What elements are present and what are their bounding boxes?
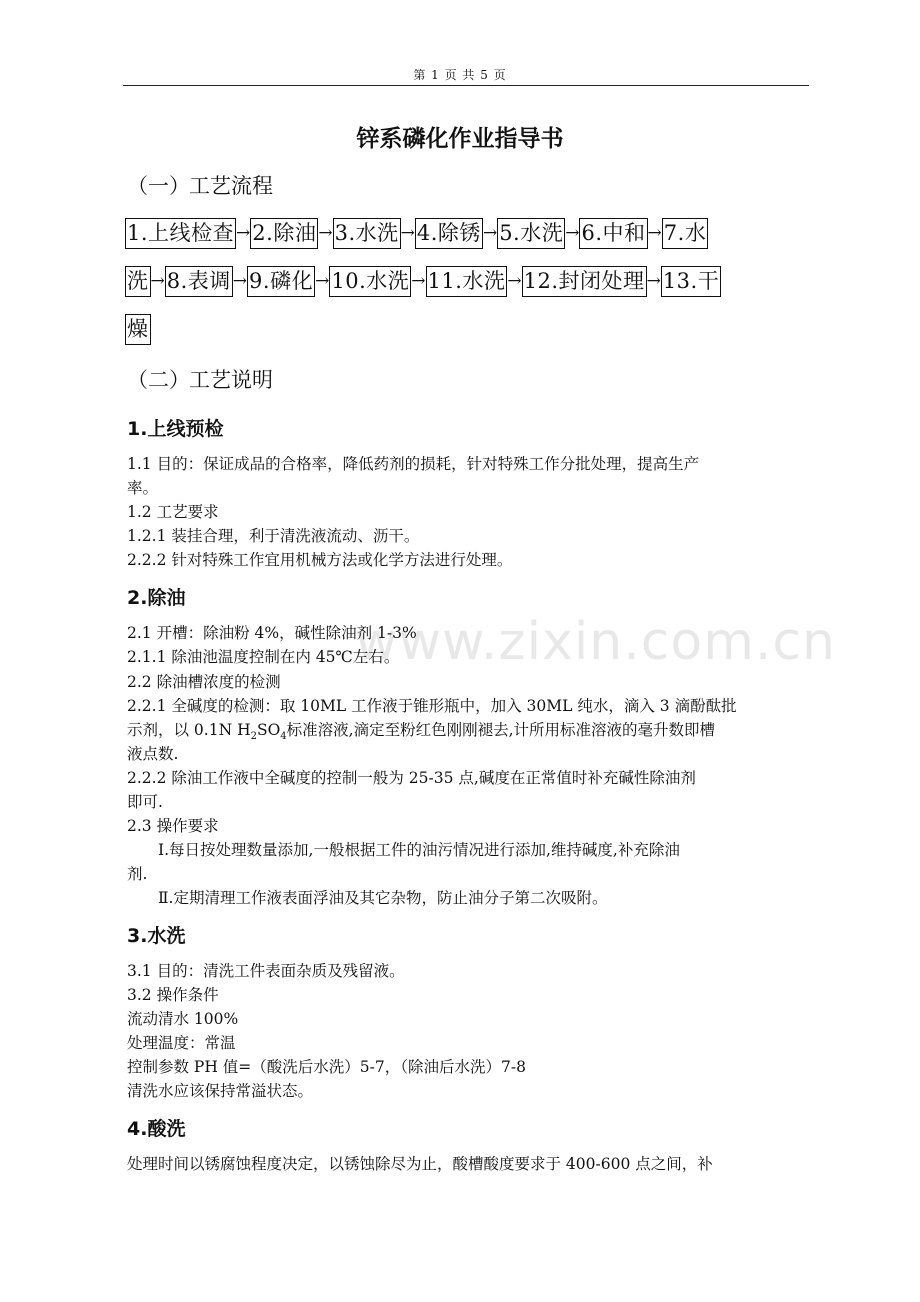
paragraph-line: 1.1 目的：保证成品的合格率，降低药剂的损耗，针对特殊工作分批处理，提高生产 xyxy=(127,455,700,473)
paragraph-line: 液点数. xyxy=(127,745,179,763)
flow-step: 12.封闭处理 xyxy=(522,266,647,297)
text-run: SO xyxy=(256,721,281,739)
flow-step: 1.上线检查 xyxy=(125,218,236,249)
paragraph-line: 即可. xyxy=(127,793,163,811)
subscript: 2 xyxy=(250,731,257,743)
watermark: www.zixin.com.cn xyxy=(355,612,836,672)
paragraph-line: 剂. xyxy=(127,865,148,883)
flow-line xyxy=(125,257,815,305)
section-number: （二） xyxy=(127,368,190,392)
arrow-icon: → xyxy=(411,271,426,291)
arrow-icon: → xyxy=(232,271,248,291)
section-label: 工艺说明 xyxy=(189,368,273,392)
paragraph-line: 3.2 操作条件 xyxy=(127,986,219,1004)
paragraph-line: 2.2.1 全碱度的检测：取 10ML 工作液于锥形瓶中，加入 30ML 纯水，滴入 3 滴酚酞批 xyxy=(127,697,737,715)
paragraph-line: 处理温度：常温 xyxy=(127,1034,236,1052)
subscript: 4 xyxy=(280,731,287,743)
flow-step: 洗 xyxy=(125,266,151,297)
flow-step: 8.表调 xyxy=(165,266,233,297)
flow-step: 10.水洗 xyxy=(329,266,411,297)
paragraph-line: 处理时间以锈腐蚀程度决定，以锈蚀除尽为止，酸槽酸度要求于 400-600 点之间，补 xyxy=(127,1155,713,1173)
flow-step: 4.除锈 xyxy=(415,218,483,249)
paragraph-line: 3.1 目的：清洗工件表面杂质及残留液。 xyxy=(127,962,405,980)
process-flow xyxy=(125,209,815,353)
paragraph-line: 清洗水应该保持常溢状态。 xyxy=(127,1082,314,1100)
heading-online-precheck: 1.上线预检 xyxy=(127,418,224,440)
paragraph-line: 2.1.1 除油池温度控制在内 45℃左右。 xyxy=(127,648,400,666)
section-label: 工艺流程 xyxy=(189,174,273,198)
arrow-icon: → xyxy=(646,271,661,291)
flow-step: 11.水洗 xyxy=(426,266,508,297)
heading-water-rinse: 3.水洗 xyxy=(127,925,186,947)
flow-step: 燥 xyxy=(125,314,151,345)
flow-step: 13.干 xyxy=(661,266,721,297)
flow-line xyxy=(125,209,815,257)
flow-step: 3.水洗 xyxy=(333,218,401,249)
arrow-icon: → xyxy=(647,223,662,243)
flow-step: 5.水洗 xyxy=(497,218,565,249)
section-number: （一） xyxy=(127,174,190,198)
header-rule xyxy=(123,85,809,86)
document-title: 锌系磷化作业指导书 xyxy=(356,126,564,152)
arrow-icon: → xyxy=(507,271,522,291)
page-header: 第 1 页 共 5 页 xyxy=(413,68,507,82)
heading-pickling: 4.酸洗 xyxy=(127,1118,186,1140)
arrow-icon: → xyxy=(482,223,498,243)
paragraph-line: 流动清水 100% xyxy=(127,1010,239,1028)
paragraph-line: 率。 xyxy=(127,479,159,497)
paragraph-line: 2.2 除油槽浓度的检测 xyxy=(127,673,281,691)
arrow-icon: → xyxy=(318,223,333,243)
section-heading-process-flow xyxy=(127,170,273,200)
flow-step: 6.中和 xyxy=(579,218,647,249)
paragraph-line: 2.1 开槽：除油粉 4%，碱性除油剂 1-3% xyxy=(127,624,417,642)
heading-degreasing: 2.除油 xyxy=(127,587,186,609)
flow-step: 9.磷化 xyxy=(247,266,315,297)
paragraph-line: 2.2.2 除油工作液中全碱度的控制一般为 25-35 点,碱度在正常值时补充碱性除油剂 xyxy=(127,769,696,787)
flow-line xyxy=(125,305,815,353)
flow-step: 2.除油 xyxy=(250,218,318,249)
section-heading-process-description xyxy=(127,364,273,394)
paragraph-line: 2.2.2 针对特殊工作宜用机械方法或化学方法进行处理。 xyxy=(127,551,513,569)
paragraph-line: 1.2 工艺要求 xyxy=(127,503,219,521)
arrow-icon: → xyxy=(236,223,251,243)
flow-step: 7.水 xyxy=(662,218,709,249)
paragraph-line: 控制参数 PH 值=（酸洗后水洗）5-7，（除油后水洗）7-8 xyxy=(127,1058,526,1076)
paragraph-line: 1.2.1 装挂合理，利于清洗液流动、沥干。 xyxy=(127,527,420,545)
text-run: 标准溶液,滴定至粉红色刚刚褪去,计所用标准溶液的毫升数即槽 xyxy=(286,721,716,739)
paragraph-line: Ⅱ.定期清理工作液表面浮油及其它杂物，防止油分子第二次吸附。 xyxy=(158,889,608,907)
paragraph-line: Ⅰ.每日按处理数量添加,一般根据工件的油污情况进行添加,维持碱度,补充除油 xyxy=(158,841,680,859)
arrow-icon: → xyxy=(565,223,580,243)
text-run: 示剂，以 0.1N H xyxy=(127,721,251,739)
paragraph-line: 2.3 操作要求 xyxy=(127,817,219,835)
paragraph-line xyxy=(127,718,715,742)
arrow-icon: → xyxy=(315,271,330,291)
arrow-icon: → xyxy=(150,271,165,291)
arrow-icon: → xyxy=(400,223,415,243)
